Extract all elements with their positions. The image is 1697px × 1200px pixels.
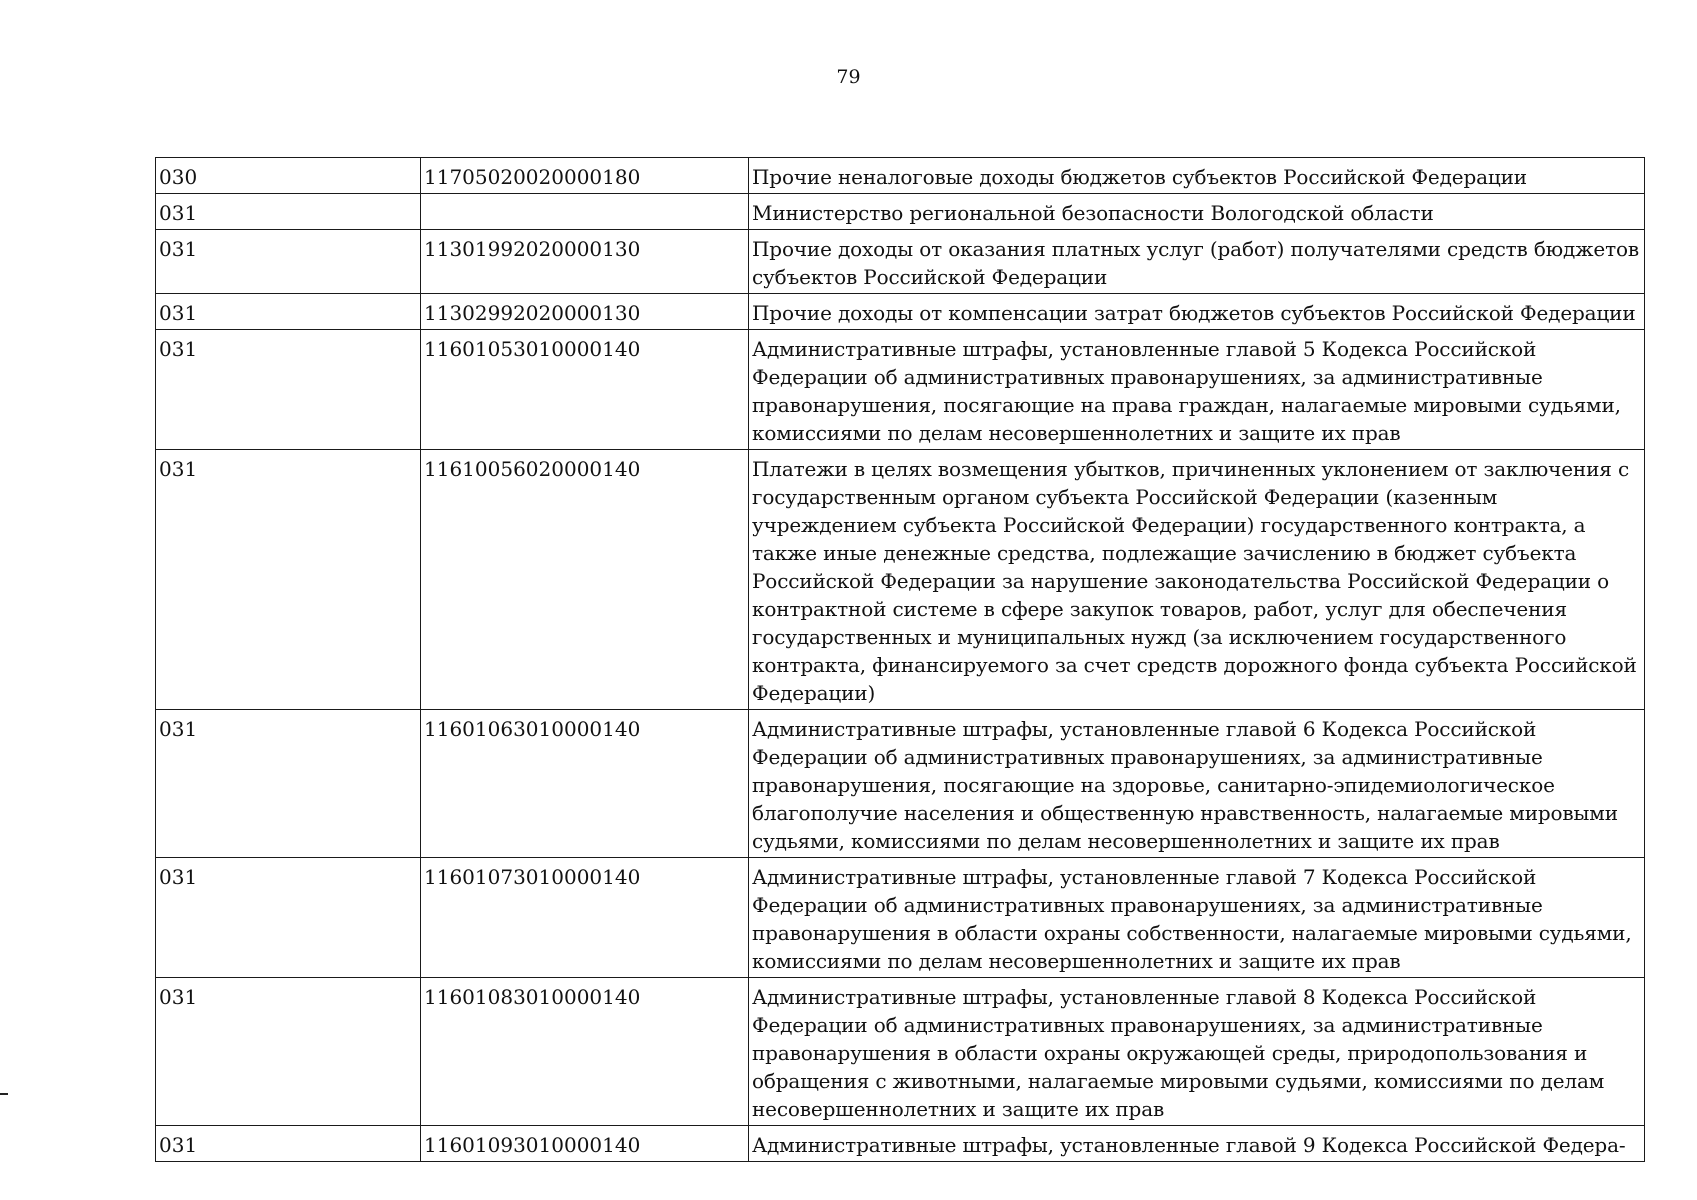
admin-code-cell: 031 <box>156 294 421 330</box>
table-row <box>156 194 1645 230</box>
description-cell: Административные штрафы, установленные главой 8 Кодекса Российской Федерации об административных правонарушениях, за административные правонарушения в области охраны окружающей среды, природопользования и обращения с животными, налагаемые мировыми судьями, комиссиями по делам несовершеннолетних и защите их прав <box>749 978 1645 1126</box>
admin-code-cell: 031 <box>156 858 421 978</box>
admin-code-cell: 031 <box>156 1126 421 1162</box>
admin-code-cell: 031 <box>156 450 421 710</box>
description-cell: Административные штрафы, установленные главой 7 Кодекса Российской Федерации об административных правонарушениях, за административные правонарушения в области охраны собственности, налагаемые мировыми судьями, комиссиями по делам несовершеннолетних и защите их прав <box>749 858 1645 978</box>
revenue-code-cell: 11302992020000130 <box>421 294 749 330</box>
table-row <box>156 330 1645 450</box>
description-cell: Административные штрафы, установленные главой 9 Кодекса Российской Федера- <box>749 1126 1645 1162</box>
admin-code-cell: 031 <box>156 194 421 230</box>
admin-code-cell: 030 <box>156 158 421 194</box>
table-row <box>156 294 1645 330</box>
revenue-code-cell: 11601073010000140 <box>421 858 749 978</box>
revenue-code-cell: 11705020020000180 <box>421 158 749 194</box>
revenue-code-cell: 11301992020000130 <box>421 230 749 294</box>
description-cell: Прочие неналоговые доходы бюджетов субъектов Российской Федерации <box>749 158 1645 194</box>
table-row <box>156 1126 1645 1162</box>
revenue-codes-table <box>155 157 1645 1162</box>
table-row <box>156 710 1645 858</box>
revenue-code-cell <box>421 194 749 230</box>
table-row <box>156 230 1645 294</box>
table-row <box>156 858 1645 978</box>
admin-code-cell: 031 <box>156 230 421 294</box>
description-cell: Административные штрафы, установленные главой 5 Кодекса Российской Федерации об административных правонарушениях, за административные правонарушения, посягающие на права граждан, налагаемые мировыми судьями, комиссиями по делам несовершеннолетних и защите их прав <box>749 330 1645 450</box>
admin-code-cell: 031 <box>156 330 421 450</box>
revenue-code-cell: 11610056020000140 <box>421 450 749 710</box>
description-cell: Платежи в целях возмещения убытков, причиненных уклонением от заключения с государственным органом субъекта Российской Федерации (казенным учреждением субъекта Российской Федерации) государственного контракта, а также иные денежные средства, подлежащие зачислению в бюджет субъекта Российской Федерации за нарушение законодательства Российской Федерации о контрактной системе в сфере закупок товаров, работ, услуг для обеспечения государственных и муниципальных нужд (за исключением государственного контракта, финансируемого за счет средств дорожного фонда субъекта Российской Федерации) <box>749 450 1645 710</box>
admin-code-cell: 031 <box>156 978 421 1126</box>
revenue-code-cell: 11601063010000140 <box>421 710 749 858</box>
table-row <box>156 450 1645 710</box>
revenue-code-cell: 11601053010000140 <box>421 330 749 450</box>
description-cell: Прочие доходы от оказания платных услуг (работ) получателями средств бюджетов субъектов Российской Федерации <box>749 230 1645 294</box>
description-cell: Прочие доходы от компенсации затрат бюджетов субъектов Российской Федерации <box>749 294 1645 330</box>
description-cell: Министерство региональной безопасности Вологодской области <box>749 194 1645 230</box>
description-cell: Административные штрафы, установленные главой 6 Кодекса Российской Федерации об административных правонарушениях, за административные правонарушения, посягающие на здоровье, санитарно-эпидемиологическое благополучие населения и общественную нравственность, налагаемые мировыми судьями, комиссиями по делам несовершеннолетних и защите их прав <box>749 710 1645 858</box>
revenue-code-cell: 11601083010000140 <box>421 978 749 1126</box>
table-row <box>156 978 1645 1126</box>
margin-mark <box>0 1093 8 1095</box>
page-number: 79 <box>836 66 861 88</box>
revenue-code-cell: 11601093010000140 <box>421 1126 749 1162</box>
admin-code-cell: 031 <box>156 710 421 858</box>
table-row <box>156 158 1645 194</box>
